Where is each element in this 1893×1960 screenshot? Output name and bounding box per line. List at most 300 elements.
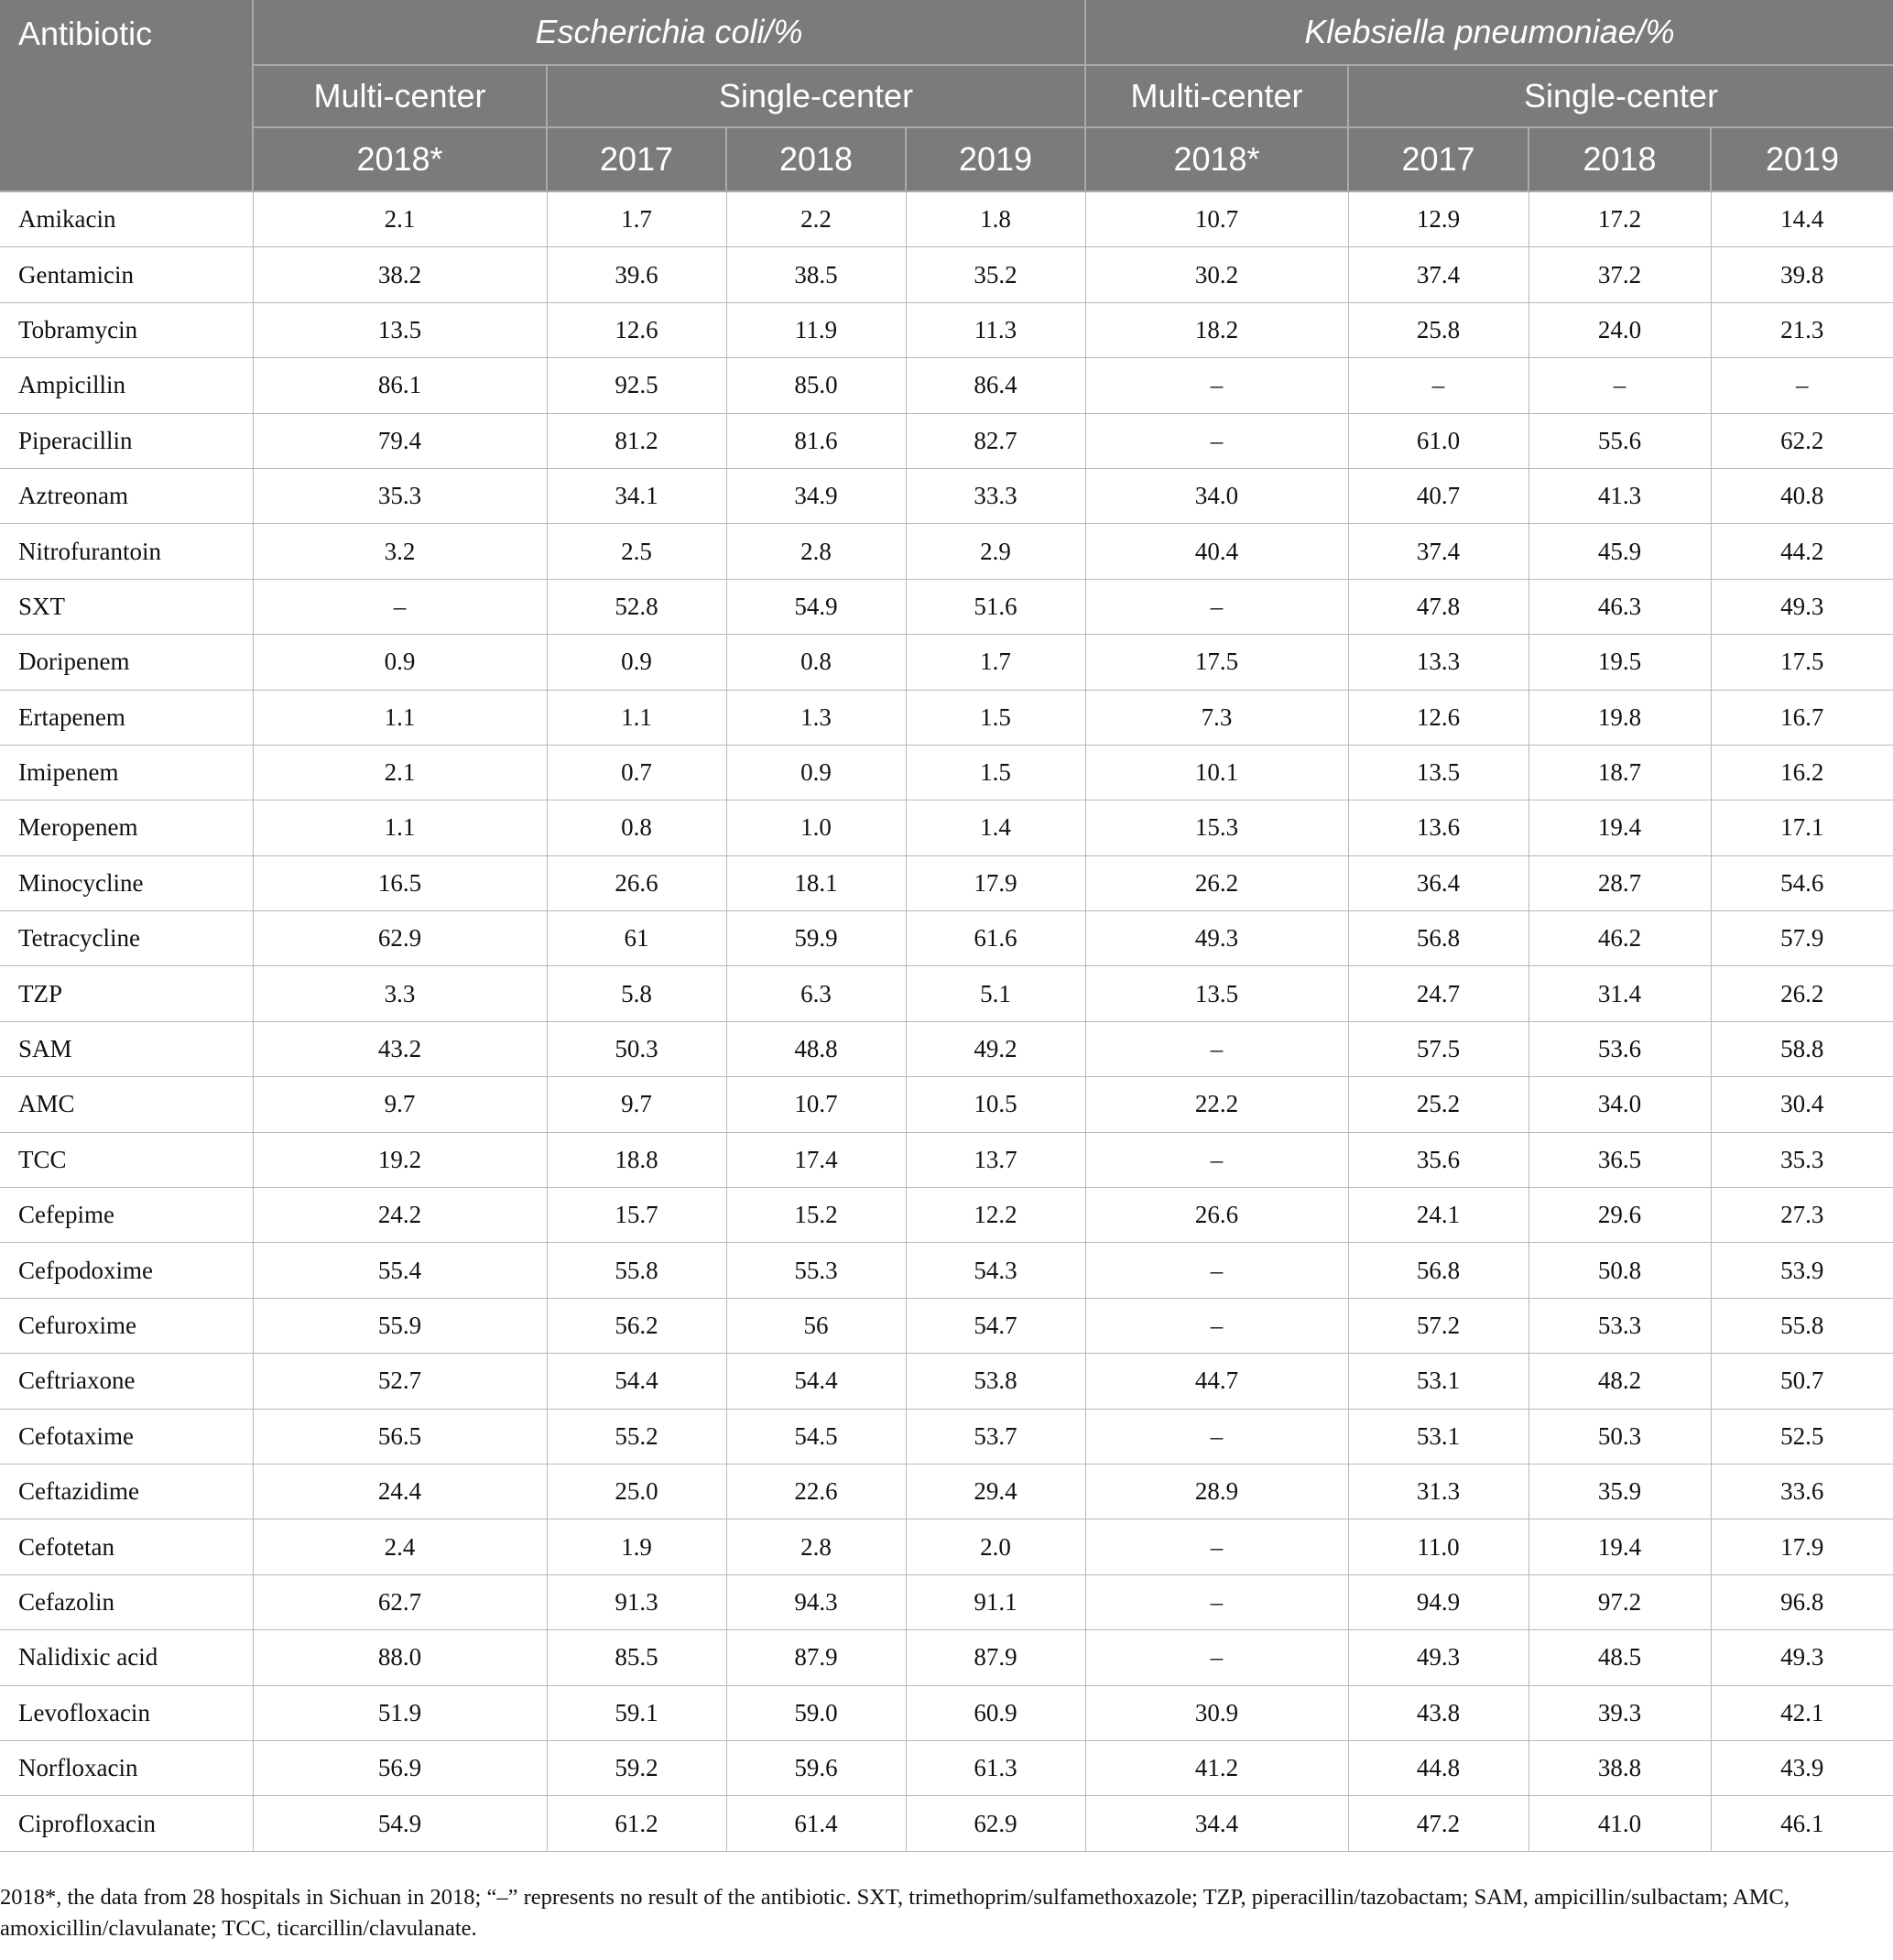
resistance-rate-cell: 79.4 bbox=[253, 413, 547, 468]
resistance-rate-cell: 54.9 bbox=[253, 1796, 547, 1851]
resistance-rate-cell: 11.9 bbox=[726, 302, 906, 357]
resistance-rate-cell: – bbox=[1085, 413, 1348, 468]
resistance-rate-cell: 50.8 bbox=[1529, 1243, 1711, 1298]
resistance-rate-cell: 43.8 bbox=[1348, 1685, 1529, 1740]
resistance-rate-cell: 96.8 bbox=[1711, 1574, 1893, 1629]
antibiotic-name-cell: Aztreonam bbox=[0, 468, 253, 523]
resistance-rate-cell: 36.4 bbox=[1348, 855, 1529, 910]
resistance-rate-cell: 35.3 bbox=[253, 468, 547, 523]
resistance-rate-cell: 12.6 bbox=[547, 302, 726, 357]
resistance-rate-cell: 2.0 bbox=[906, 1519, 1085, 1574]
resistance-rate-cell: – bbox=[1348, 358, 1529, 413]
resistance-rate-cell: 3.2 bbox=[253, 524, 547, 579]
resistance-rate-cell: – bbox=[1085, 1243, 1348, 1298]
resistance-rate-cell: 28.9 bbox=[1085, 1464, 1348, 1519]
resistance-rate-cell: 62.2 bbox=[1711, 413, 1893, 468]
resistance-rate-cell: 56.8 bbox=[1348, 911, 1529, 966]
resistance-rate-cell: 9.7 bbox=[547, 1077, 726, 1132]
resistance-rate-cell: 53.7 bbox=[906, 1409, 1085, 1464]
resistance-rate-cell: 1.8 bbox=[906, 191, 1085, 247]
table-row bbox=[0, 358, 1893, 413]
resistance-rate-cell: 3.3 bbox=[253, 966, 547, 1021]
resistance-rate-cell: 11.0 bbox=[1348, 1519, 1529, 1574]
resistance-rate-cell: 15.2 bbox=[726, 1188, 906, 1243]
resistance-rate-cell: 59.6 bbox=[726, 1740, 906, 1795]
table-row bbox=[0, 911, 1893, 966]
antibiotic-name-cell: Ertapenem bbox=[0, 690, 253, 745]
resistance-rate-cell: 41.2 bbox=[1085, 1740, 1348, 1795]
resistance-rate-cell: 17.5 bbox=[1085, 635, 1348, 690]
resistance-rate-cell: 59.1 bbox=[547, 1685, 726, 1740]
resistance-rate-cell: 15.3 bbox=[1085, 800, 1348, 855]
resistance-rate-cell: 55.3 bbox=[726, 1243, 906, 1298]
antibiotic-name-cell: Tetracycline bbox=[0, 911, 253, 966]
table-row bbox=[0, 1354, 1893, 1409]
resistance-rate-cell: 34.0 bbox=[1085, 468, 1348, 523]
resistance-rate-cell: 36.5 bbox=[1529, 1132, 1711, 1187]
resistance-rate-cell: 41.3 bbox=[1529, 468, 1711, 523]
resistance-rate-cell: 13.5 bbox=[253, 302, 547, 357]
resistance-rate-cell: 56.2 bbox=[547, 1298, 726, 1353]
resistance-rate-cell: 2.5 bbox=[547, 524, 726, 579]
table-row bbox=[0, 1409, 1893, 1464]
resistance-rate-cell: 53.1 bbox=[1348, 1354, 1529, 1409]
resistance-rate-cell: 43.9 bbox=[1711, 1740, 1893, 1795]
resistance-rate-cell: 48.2 bbox=[1529, 1354, 1711, 1409]
year-header: 2018* bbox=[1085, 127, 1348, 191]
resistance-rate-cell: 0.8 bbox=[547, 800, 726, 855]
antibiotic-name-cell: Tobramycin bbox=[0, 302, 253, 357]
antibiotic-name-cell: Cefpodoxime bbox=[0, 1243, 253, 1298]
resistance-rate-cell: – bbox=[1085, 1519, 1348, 1574]
resistance-rate-cell: 37.4 bbox=[1348, 524, 1529, 579]
resistance-rate-cell: 49.2 bbox=[906, 1021, 1085, 1076]
antibiotic-name-cell: Cefotetan bbox=[0, 1519, 253, 1574]
resistance-rate-cell: 62.9 bbox=[253, 911, 547, 966]
resistance-rate-cell: 37.4 bbox=[1348, 247, 1529, 302]
resistance-rate-cell: 52.5 bbox=[1711, 1409, 1893, 1464]
year-header: 2019 bbox=[906, 127, 1085, 191]
resistance-rate-cell: 19.4 bbox=[1529, 800, 1711, 855]
resistance-rate-cell: 57.9 bbox=[1711, 911, 1893, 966]
resistance-rate-cell: 50.3 bbox=[1529, 1409, 1711, 1464]
resistance-rate-cell: 1.1 bbox=[253, 690, 547, 745]
year-header: 2019 bbox=[1711, 127, 1893, 191]
table-row bbox=[0, 1796, 1893, 1851]
resistance-rate-cell: 25.0 bbox=[547, 1464, 726, 1519]
year-header: 2018 bbox=[1529, 127, 1711, 191]
table-row bbox=[0, 745, 1893, 800]
resistance-rate-cell: 48.8 bbox=[726, 1021, 906, 1076]
resistance-rate-cell: 24.4 bbox=[253, 1464, 547, 1519]
antibiotic-name-cell: Norfloxacin bbox=[0, 1740, 253, 1795]
year-header: 2018 bbox=[726, 127, 906, 191]
resistance-rate-cell: 1.0 bbox=[726, 800, 906, 855]
table-row bbox=[0, 1464, 1893, 1519]
table-body bbox=[0, 191, 1893, 1851]
resistance-rate-cell: 49.3 bbox=[1711, 1630, 1893, 1685]
resistance-rate-cell: 33.3 bbox=[906, 468, 1085, 523]
resistance-rate-cell: 16.2 bbox=[1711, 745, 1893, 800]
resistance-rate-cell: 53.1 bbox=[1348, 1409, 1529, 1464]
resistance-rate-cell: 2.8 bbox=[726, 1519, 906, 1574]
resistance-rate-cell: 18.2 bbox=[1085, 302, 1348, 357]
resistance-rate-cell: 94.9 bbox=[1348, 1574, 1529, 1629]
resistance-rate-cell: 2.1 bbox=[253, 745, 547, 800]
resistance-rate-cell: 61.0 bbox=[1348, 413, 1529, 468]
table-row bbox=[0, 1188, 1893, 1243]
resistance-rate-cell: 91.3 bbox=[547, 1574, 726, 1629]
antibiotic-name-cell: Meropenem bbox=[0, 800, 253, 855]
resistance-rate-cell: 18.7 bbox=[1529, 745, 1711, 800]
table-footnote: 2018*, the data from 28 hospitals in Sichuan in 2018; “–” represents no result of the antibiotic. SXT, trimethoprim/sulfamethoxazole; TZP, piperacillin/tazobactam; SAM, ampicillin/sulbactam; AMC, amoxicillin/clavulanate; TCC, ticarcillin/clavulanate. bbox=[0, 1885, 1790, 1941]
resistance-rate-cell: 54.3 bbox=[906, 1243, 1085, 1298]
table-row bbox=[0, 690, 1893, 745]
resistance-rate-cell: 39.8 bbox=[1711, 247, 1893, 302]
resistance-rate-cell: 53.3 bbox=[1529, 1298, 1711, 1353]
resistance-rate-cell: 26.2 bbox=[1711, 966, 1893, 1021]
antibiotic-name-cell: AMC bbox=[0, 1077, 253, 1132]
resistance-rate-cell: 17.4 bbox=[726, 1132, 906, 1187]
resistance-rate-cell: 38.8 bbox=[1529, 1740, 1711, 1795]
resistance-rate-cell: 16.5 bbox=[253, 855, 547, 910]
resistance-rate-cell: 52.7 bbox=[253, 1354, 547, 1409]
resistance-rate-cell: 1.7 bbox=[547, 191, 726, 247]
resistance-rate-cell: 10.1 bbox=[1085, 745, 1348, 800]
resistance-rate-cell: 57.2 bbox=[1348, 1298, 1529, 1353]
table-row bbox=[0, 579, 1893, 634]
table-row bbox=[0, 302, 1893, 357]
antibiotic-name-cell: Levofloxacin bbox=[0, 1685, 253, 1740]
resistance-rate-cell: 46.3 bbox=[1529, 579, 1711, 634]
table-row bbox=[0, 413, 1893, 468]
resistance-rate-cell: 56.8 bbox=[1348, 1243, 1529, 1298]
resistance-rate-cell: 10.7 bbox=[726, 1077, 906, 1132]
resistance-rate-cell: 16.7 bbox=[1711, 690, 1893, 745]
antibiotic-name-cell: Ceftazidime bbox=[0, 1464, 253, 1519]
table-row bbox=[0, 800, 1893, 855]
resistance-rate-cell: 15.7 bbox=[547, 1188, 726, 1243]
resistance-rate-cell: 6.3 bbox=[726, 966, 906, 1021]
resistance-rate-cell: 47.2 bbox=[1348, 1796, 1529, 1851]
resistance-rate-cell: 0.7 bbox=[547, 745, 726, 800]
table-header bbox=[0, 0, 1893, 191]
resistance-rate-cell: – bbox=[1529, 358, 1711, 413]
resistance-rate-cell: 61.3 bbox=[906, 1740, 1085, 1795]
antibiotic-name-cell: Cefazolin bbox=[0, 1574, 253, 1629]
resistance-rate-cell: 39.3 bbox=[1529, 1685, 1711, 1740]
resistance-rate-cell: 46.2 bbox=[1529, 911, 1711, 966]
resistance-rate-cell: 51.6 bbox=[906, 579, 1085, 634]
table-row bbox=[0, 247, 1893, 302]
resistance-rate-cell: 19.4 bbox=[1529, 1519, 1711, 1574]
resistance-rate-cell: 53.9 bbox=[1711, 1243, 1893, 1298]
resistance-rate-cell: 10.7 bbox=[1085, 191, 1348, 247]
resistance-rate-cell: 61.6 bbox=[906, 911, 1085, 966]
resistance-rate-cell: 55.8 bbox=[1711, 1298, 1893, 1353]
resistance-rate-cell: 81.2 bbox=[547, 413, 726, 468]
resistance-rate-cell: 92.5 bbox=[547, 358, 726, 413]
resistance-rate-cell: – bbox=[253, 579, 547, 634]
resistance-rate-cell: 57.5 bbox=[1348, 1021, 1529, 1076]
year-header: 2017 bbox=[1348, 127, 1529, 191]
year-header: 2017 bbox=[547, 127, 726, 191]
resistance-rate-cell: 31.4 bbox=[1529, 966, 1711, 1021]
kpneumoniae-group-header bbox=[1085, 0, 1893, 65]
resistance-rate-cell: 7.3 bbox=[1085, 690, 1348, 745]
resistance-rate-cell: 56.9 bbox=[253, 1740, 547, 1795]
resistance-rate-cell: 35.9 bbox=[1529, 1464, 1711, 1519]
resistance-rate-cell: 82.7 bbox=[906, 413, 1085, 468]
antibiotic-name-cell: Cefotaxime bbox=[0, 1409, 253, 1464]
table-row bbox=[0, 1740, 1893, 1795]
resistance-rate-cell: 53.6 bbox=[1529, 1021, 1711, 1076]
antibiotic-name-cell: Nalidixic acid bbox=[0, 1630, 253, 1685]
resistance-rate-cell: 55.9 bbox=[253, 1298, 547, 1353]
resistance-rate-cell: 13.6 bbox=[1348, 800, 1529, 855]
resistance-rate-cell: 38.2 bbox=[253, 247, 547, 302]
antibiotic-name-cell: Ciprofloxacin bbox=[0, 1796, 253, 1851]
resistance-rate-cell: 55.8 bbox=[547, 1243, 726, 1298]
resistance-rate-cell: 9.7 bbox=[253, 1077, 547, 1132]
resistance-rate-cell: 26.2 bbox=[1085, 855, 1348, 910]
resistance-rate-cell: 13.5 bbox=[1348, 745, 1529, 800]
resistance-rate-cell: 54.4 bbox=[726, 1354, 906, 1409]
resistance-rate-cell: 55.4 bbox=[253, 1243, 547, 1298]
resistance-rate-cell: 30.4 bbox=[1711, 1077, 1893, 1132]
resistance-rate-cell: 26.6 bbox=[547, 855, 726, 910]
resistance-rate-cell: 11.3 bbox=[906, 302, 1085, 357]
resistance-rate-cell: – bbox=[1085, 1574, 1348, 1629]
resistance-rate-cell: 38.5 bbox=[726, 247, 906, 302]
resistance-rate-cell: 35.3 bbox=[1711, 1132, 1893, 1187]
table-row bbox=[0, 1574, 1893, 1629]
resistance-rate-cell: 33.6 bbox=[1711, 1464, 1893, 1519]
resistance-rate-cell: 5.8 bbox=[547, 966, 726, 1021]
ecoli-group-header bbox=[253, 0, 1085, 65]
resistance-rate-cell: 25.2 bbox=[1348, 1077, 1529, 1132]
table-row bbox=[0, 1685, 1893, 1740]
resistance-rate-cell: 49.3 bbox=[1711, 579, 1893, 634]
resistance-rate-cell: 41.0 bbox=[1529, 1796, 1711, 1851]
resistance-rate-cell: 14.4 bbox=[1711, 191, 1893, 247]
table-row bbox=[0, 1132, 1893, 1187]
resistance-rate-cell: 1.9 bbox=[547, 1519, 726, 1574]
resistance-rate-cell: 34.9 bbox=[726, 468, 906, 523]
antibiotic-name-cell: Piperacillin bbox=[0, 413, 253, 468]
resistance-rate-cell: 24.2 bbox=[253, 1188, 547, 1243]
antibiotic-name-cell: SAM bbox=[0, 1021, 253, 1076]
resistance-rate-cell: – bbox=[1085, 358, 1348, 413]
resistance-rate-cell: 28.7 bbox=[1529, 855, 1711, 910]
resistance-rate-cell: – bbox=[1085, 1409, 1348, 1464]
antibiotic-column-header: Antibiotic bbox=[0, 0, 253, 191]
resistance-rate-cell: 17.2 bbox=[1529, 191, 1711, 247]
resistance-rate-cell: 10.5 bbox=[906, 1077, 1085, 1132]
resistance-rate-cell: 47.8 bbox=[1348, 579, 1529, 634]
resistance-rate-cell: 53.8 bbox=[906, 1354, 1085, 1409]
ecoli-single-center-header: Single-center bbox=[547, 65, 1085, 127]
resistance-rate-cell: 5.1 bbox=[906, 966, 1085, 1021]
resistance-rate-cell: 25.8 bbox=[1348, 302, 1529, 357]
resistance-rate-cell: 39.6 bbox=[547, 247, 726, 302]
antibiotic-name-cell: Minocycline bbox=[0, 855, 253, 910]
resistance-rate-cell: 58.8 bbox=[1711, 1021, 1893, 1076]
resistance-rate-cell: 55.6 bbox=[1529, 413, 1711, 468]
table-row bbox=[0, 1243, 1893, 1298]
antibiotic-name-cell: Nitrofurantoin bbox=[0, 524, 253, 579]
resistance-rate-cell: – bbox=[1085, 1630, 1348, 1685]
resistance-rate-cell: 44.7 bbox=[1085, 1354, 1348, 1409]
resistance-rate-cell: 60.9 bbox=[906, 1685, 1085, 1740]
resistance-rate-cell: 19.5 bbox=[1529, 635, 1711, 690]
table-row bbox=[0, 1077, 1893, 1132]
resistance-rate-cell: 1.3 bbox=[726, 690, 906, 745]
resistance-rate-cell: 88.0 bbox=[253, 1630, 547, 1685]
resistance-rate-cell: 44.2 bbox=[1711, 524, 1893, 579]
resistance-rate-cell: 31.3 bbox=[1348, 1464, 1529, 1519]
resistance-rate-cell: 56 bbox=[726, 1298, 906, 1353]
antibiotic-name-cell: Imipenem bbox=[0, 745, 253, 800]
resistance-rate-cell: 1.1 bbox=[253, 800, 547, 855]
resistance-rate-cell: 22.6 bbox=[726, 1464, 906, 1519]
antibiotic-name-cell: Cefuroxime bbox=[0, 1298, 253, 1353]
resistance-rate-cell: 35.2 bbox=[906, 247, 1085, 302]
resistance-rate-cell: 59.0 bbox=[726, 1685, 906, 1740]
resistance-rate-cell: 21.3 bbox=[1711, 302, 1893, 357]
resistance-rate-cell: 34.1 bbox=[547, 468, 726, 523]
resistance-rate-cell: 24.7 bbox=[1348, 966, 1529, 1021]
resistance-rate-cell: 1.1 bbox=[547, 690, 726, 745]
resistance-rate-cell: 40.4 bbox=[1085, 524, 1348, 579]
antibiotic-name-cell: Cefepime bbox=[0, 1188, 253, 1243]
resistance-rate-cell: 61.4 bbox=[726, 1796, 906, 1851]
antibiotic-name-cell: Ceftriaxone bbox=[0, 1354, 253, 1409]
resistance-rate-cell: 59.9 bbox=[726, 911, 906, 966]
resistance-rate-cell: 48.5 bbox=[1529, 1630, 1711, 1685]
antibiotic-name-cell: TCC bbox=[0, 1132, 253, 1187]
resistance-rate-cell: 2.2 bbox=[726, 191, 906, 247]
resistance-rate-cell: 50.3 bbox=[547, 1021, 726, 1076]
table-row bbox=[0, 524, 1893, 579]
resistance-rate-cell: 59.2 bbox=[547, 1740, 726, 1795]
ecoli-multi-center-header: Multi-center bbox=[253, 65, 547, 127]
resistance-rate-cell: 18.1 bbox=[726, 855, 906, 910]
resistance-rate-cell: 55.2 bbox=[547, 1409, 726, 1464]
resistance-rate-cell: 17.1 bbox=[1711, 800, 1893, 855]
resistance-rate-cell: 50.7 bbox=[1711, 1354, 1893, 1409]
resistance-rate-cell: 52.8 bbox=[547, 579, 726, 634]
resistance-rate-cell: 18.8 bbox=[547, 1132, 726, 1187]
kpneumoniae-single-center-header: Single-center bbox=[1348, 65, 1893, 127]
resistance-rate-cell: 29.6 bbox=[1529, 1188, 1711, 1243]
antibiotic-name-cell: Amikacin bbox=[0, 191, 253, 247]
resistance-rate-cell: – bbox=[1711, 358, 1893, 413]
resistance-rate-cell: 12.6 bbox=[1348, 690, 1529, 745]
resistance-rate-cell: 62.7 bbox=[253, 1574, 547, 1629]
resistance-rate-cell: 24.1 bbox=[1348, 1188, 1529, 1243]
resistance-rate-cell: 51.9 bbox=[253, 1685, 547, 1740]
resistance-rate-cell: 97.2 bbox=[1529, 1574, 1711, 1629]
antibiotic-name-cell: Doripenem bbox=[0, 635, 253, 690]
resistance-rate-cell: 27.3 bbox=[1711, 1188, 1893, 1243]
table-row bbox=[0, 1021, 1893, 1076]
resistance-rate-cell: 13.3 bbox=[1348, 635, 1529, 690]
table-row bbox=[0, 468, 1893, 523]
resistance-rate-cell: 54.9 bbox=[726, 579, 906, 634]
resistance-rate-cell: 42.1 bbox=[1711, 1685, 1893, 1740]
resistance-rate-cell: 56.5 bbox=[253, 1409, 547, 1464]
resistance-rate-cell: 30.9 bbox=[1085, 1685, 1348, 1740]
resistance-rate-cell: 43.2 bbox=[253, 1021, 547, 1076]
resistance-rate-cell: 2.8 bbox=[726, 524, 906, 579]
antibiotic-name-cell: SXT bbox=[0, 579, 253, 634]
antibiotic-name-cell: TZP bbox=[0, 966, 253, 1021]
resistance-rate-cell: 61.2 bbox=[547, 1796, 726, 1851]
resistance-rate-cell: 35.6 bbox=[1348, 1132, 1529, 1187]
resistance-rate-cell: 86.4 bbox=[906, 358, 1085, 413]
resistance-rate-cell: 81.6 bbox=[726, 413, 906, 468]
resistance-rate-cell: 1.4 bbox=[906, 800, 1085, 855]
resistance-rate-cell: 37.2 bbox=[1529, 247, 1711, 302]
resistance-rate-cell: – bbox=[1085, 579, 1348, 634]
resistance-rate-cell: 54.5 bbox=[726, 1409, 906, 1464]
resistance-rate-cell: 0.8 bbox=[726, 635, 906, 690]
resistance-rate-cell: 87.9 bbox=[726, 1630, 906, 1685]
resistance-rate-cell: – bbox=[1085, 1132, 1348, 1187]
resistance-rate-cell: 54.4 bbox=[547, 1354, 726, 1409]
resistance-rate-cell: 54.6 bbox=[1711, 855, 1893, 910]
resistance-rate-cell: 86.1 bbox=[253, 358, 547, 413]
resistance-rate-cell: 1.5 bbox=[906, 690, 1085, 745]
resistance-rate-cell: 94.3 bbox=[726, 1574, 906, 1629]
table-row bbox=[0, 1630, 1893, 1685]
antibiotic-name-cell: Ampicillin bbox=[0, 358, 253, 413]
resistance-rate-cell: 1.7 bbox=[906, 635, 1085, 690]
resistance-rate-cell: 0.9 bbox=[547, 635, 726, 690]
resistance-rate-cell: 49.3 bbox=[1348, 1630, 1529, 1685]
resistance-rate-cell: 29.4 bbox=[906, 1464, 1085, 1519]
kpneumoniae-label: Klebsiella pneumoniae/% bbox=[1304, 13, 1675, 50]
resistance-rate-cell: 85.0 bbox=[726, 358, 906, 413]
resistance-rate-cell: 61 bbox=[547, 911, 726, 966]
resistance-rate-cell: 44.8 bbox=[1348, 1740, 1529, 1795]
table-row bbox=[0, 1519, 1893, 1574]
resistance-rate-cell: 46.1 bbox=[1711, 1796, 1893, 1851]
resistance-rate-cell: 24.0 bbox=[1529, 302, 1711, 357]
resistance-rate-cell: 2.9 bbox=[906, 524, 1085, 579]
resistance-rate-cell: 49.3 bbox=[1085, 911, 1348, 966]
resistance-rate-cell: 34.4 bbox=[1085, 1796, 1348, 1851]
resistance-rate-cell: 12.2 bbox=[906, 1188, 1085, 1243]
table-row bbox=[0, 966, 1893, 1021]
resistance-rate-cell: 1.5 bbox=[906, 745, 1085, 800]
resistance-rate-cell: 87.9 bbox=[906, 1630, 1085, 1685]
resistance-rate-cell: 40.7 bbox=[1348, 468, 1529, 523]
resistance-rate-cell: 13.5 bbox=[1085, 966, 1348, 1021]
table-row bbox=[0, 855, 1893, 910]
resistance-rate-cell: 34.0 bbox=[1529, 1077, 1711, 1132]
resistance-rate-cell: 17.5 bbox=[1711, 635, 1893, 690]
resistance-rate-cell: 13.7 bbox=[906, 1132, 1085, 1187]
kpneumoniae-multi-center-header: Multi-center bbox=[1085, 65, 1348, 127]
resistance-rate-cell: 12.9 bbox=[1348, 191, 1529, 247]
antibiotic-name-cell: Gentamicin bbox=[0, 247, 253, 302]
resistance-rate-cell: 17.9 bbox=[1711, 1519, 1893, 1574]
resistance-rate-cell: 22.2 bbox=[1085, 1077, 1348, 1132]
resistance-rate-cell: – bbox=[1085, 1298, 1348, 1353]
table-row bbox=[0, 635, 1893, 690]
